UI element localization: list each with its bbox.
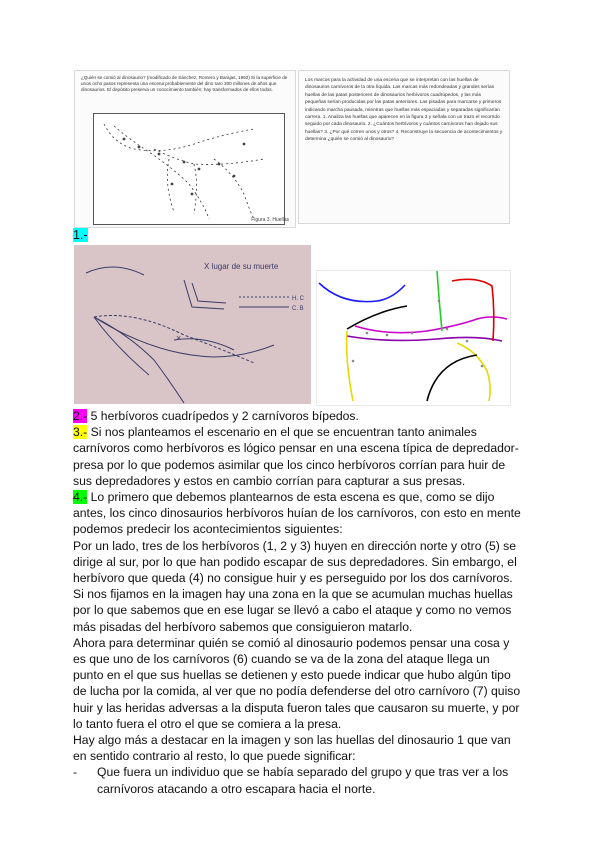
bullet-item-1-text: Que fuera un individuo que se había separado del grupo y que tras ver a los carnívoros atacando a otro escapara hacia el norte. — [97, 765, 509, 796]
section2-label: 2.- — [73, 409, 88, 423]
legend-hc: H. C — [292, 296, 304, 302]
bullet-item-1 — [73, 764, 523, 796]
section3-label: 3.- — [73, 425, 88, 440]
answer-3 — [73, 424, 523, 489]
section2-text: 5 herbívoros cuadrípedos y 2 carnívoros bípedos. — [87, 409, 359, 423]
handdrawn-tracing-photo — [74, 245, 311, 404]
worksheet-header-text: ¿Quién se comió al dinosaurio? (modificado de Sánchez, Romero y Barajas, 1992) Si la superficie de unos ocho pasos representa una escena probablemente del dino raro 300 millones de años que dinosaurios. El depósito preserva un conocimiento también; hay transformados de ellos todos. — [81, 75, 288, 92]
worksheet-scan-left — [74, 70, 296, 228]
colored-tracing-figure — [316, 270, 511, 406]
handwritten-note: X lugar de su muerte — [204, 262, 279, 271]
figure-caption: Figura 3. Huellas — [251, 217, 289, 223]
section1-number: 1.- — [73, 228, 88, 242]
svg-text:×: × — [176, 333, 182, 343]
section3-text: Si nos planteamos el escenario en el que se encuentran tanto animales carnívoros como herbívoros es lógico pensar en una escena típica de depredador-presa por lo que podemos asimilar que los cinco herbívoros corrían para huir de sus depredadores y estos en cambio corrían para capturar a sus presas. — [73, 425, 519, 488]
answer-4-paragraph-3: Ahora para determinar quién se comió al dinosaurio podemos pensar una cosa y es que uno de los carnívoros (6) cuando se va de la zona del ataque llega un punto en el que sus huellas se detienen y esto puede indicar que hubo algún tipo de lucha por la comida, al ver que no podía defenderse del otro carnívoro (7) quiso huir y las heridas adversas a la disputa fueron tales que causaron su muerte, y por lo tanto fuera el otro el que se comiera a la presa. — [73, 635, 521, 731]
answer-4-intro — [73, 489, 523, 538]
worksheet-instructions: Los marcos para la actividad de una escena que se interpretan con las huellas de dinosaurios carnívoros de la otra líquida. Las marcas más redondeadas y grandes serían huellas de las patas posteriores de dinosaurios herbívoros cuadrúpedos, y las más pequeñas serían producidas por las patas anteriores. Las pisadas para marcarse y primeros indicando marcha pausada, mientras que huellas más espaciadas y separadas significarían carrera. 1. Analiza las huellas que aparecen en la figura 3 y señala con un trazo el recorrido seguido por cada dinosaurio. 2. ¿Cuántos herbívoros y cuántos carnívoros han dejado sus huellas? 3. ¿Por qué corren unos y otros? 4. Reconstruye la secuencia de acontecimientos y determina ¿quién se comió al dinosaurio? — [305, 78, 503, 143]
section4-label: 4.- — [73, 490, 88, 505]
legend-cb: C. B — [292, 306, 304, 312]
section1-label — [73, 228, 88, 243]
section4-intro-text: Lo primero que debemos plantearnos de esta escena es que, como se dijo antes, los cinco dinosaurios herbívoros huían de los carnívoros, con esto en mente podemos predecir los acontecimientos siguientes: — [73, 490, 521, 537]
footprint-figure — [93, 113, 285, 225]
colored-tracing-drawing — [317, 271, 510, 405]
answer-4-paragraph-1: Por un lado, tres de los herbívoros (1, 2 y 3) huyen en dirección norte y otro (5) se dirige al sur, por lo que han podido escapar de sus depredadores. Sin embargo, el herbívoro que queda (4) no consigue huir y es perseguido por los dos carnívoros. — [73, 538, 517, 586]
footprint-figure-drawing — [94, 114, 284, 224]
answer-4-paragraph-4: Hay algo más a destacar en la imagen y son las huellas del dinosaurio 1 que van en sentido contrario al resto, lo que puede significar: — [73, 733, 511, 764]
worksheet-scan-right — [298, 70, 510, 224]
answer-text — [73, 408, 523, 797]
answer-4-paragraph-2: Si nos fijamos en la imagen hay una zona en la que se acumulan muchas huellas por lo que sabemos que en ese lugar se llevó a cabo el ataque y como no vemos más pisadas del herbívoro sabemos que consiguieron matarlo. — [73, 587, 513, 634]
bullet-dash: - — [73, 765, 78, 780]
answer-2 — [73, 408, 523, 424]
handdrawn-tracing-drawing — [74, 245, 311, 404]
